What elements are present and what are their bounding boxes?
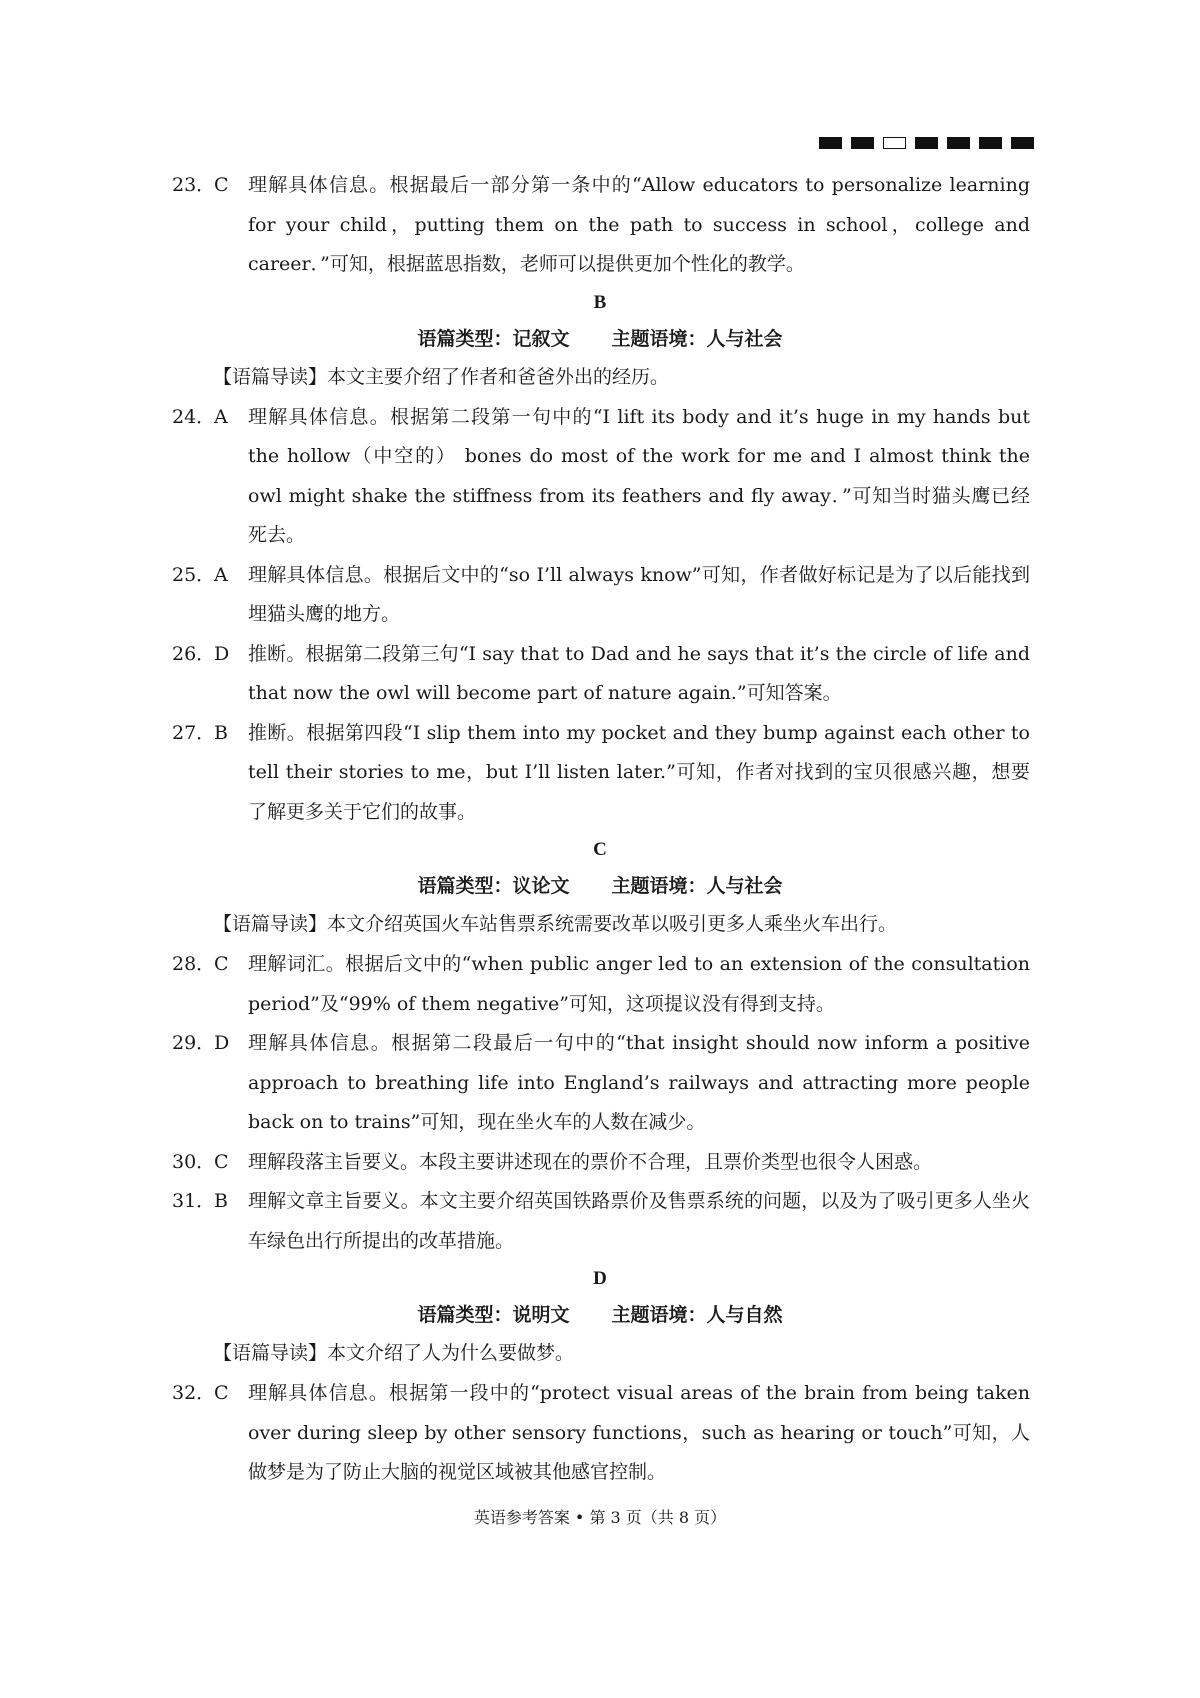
explanation-text: 理解文章主旨要义。本文主要介绍英国铁路票价及售票系统的问题，以及为了吸引更多人坐火车绿色出行所提出的改革措施。 bbox=[248, 1190, 1030, 1252]
answer-letter: B bbox=[214, 721, 228, 744]
header-square-filled bbox=[819, 137, 842, 149]
answer-item bbox=[172, 1143, 1030, 1183]
passage-guide: 【语篇导读】本文介绍了人为什么要做梦。 bbox=[213, 1342, 575, 1364]
explanation-text: 理解具体信息。根据第一段中的“protect visual areas of the brain from being taken over during sleep by other sensory functions，such as hearing or touch”可知，人做梦是为了防止大脑的视觉区域被其他感官控制。 bbox=[248, 1382, 1030, 1483]
header-square-filled bbox=[915, 137, 938, 149]
answer-item bbox=[172, 398, 1030, 556]
question-number: 27． bbox=[172, 721, 216, 744]
answer-item bbox=[172, 945, 1030, 1024]
explanation-text: 理解词汇。根据后文中的“when public anger led to an extension of the consultation period”及“99% of them negative”可知，这项提议没有得到支持。 bbox=[248, 953, 1030, 1015]
passage-type-line bbox=[0, 1297, 1200, 1333]
explanation-text: 理解具体信息。根据第二段最后一句中的“that insight should now inform a positive approach to breathing life into England’s railways and attracting more people back on to trains”可知，现在坐火车的人数在减少。 bbox=[248, 1032, 1030, 1133]
answer-letter: A bbox=[214, 405, 228, 428]
passage-guide: 【语篇导读】本文介绍英国火车站售票系统需要改革以吸引更多人乘坐火车出行。 bbox=[213, 913, 898, 935]
header-square-filled bbox=[979, 137, 1002, 149]
explanation-text: 理解段落主旨要义。本段主要讲述现在的票价不合理，且票价类型也很令人困惑。 bbox=[248, 1150, 933, 1173]
question-number: 28． bbox=[172, 953, 216, 975]
answer-item bbox=[172, 1182, 1030, 1261]
answer-letter: C bbox=[214, 174, 229, 196]
answer-letter: C bbox=[214, 1150, 229, 1173]
header-square-filled bbox=[851, 137, 874, 149]
answer-item bbox=[172, 714, 1030, 833]
explanation-text: 理解具体信息。根据最后一部分第一条中的“Allow educators to personalize learning for your child，putting them on the path to success in school，college and career．”可知，根据蓝思指数，老师可以提供更加个性化的教学。 bbox=[248, 174, 1030, 275]
question-number: 26． bbox=[172, 642, 216, 665]
answer-letter: C bbox=[214, 1382, 229, 1404]
answer-item bbox=[172, 635, 1030, 714]
question-number: 29． bbox=[172, 1032, 216, 1054]
passage-guide: 【语篇导读】本文主要介绍了作者和爸爸外出的经历。 bbox=[213, 365, 670, 388]
theme-context: 主题语境：人与社会 bbox=[611, 327, 783, 350]
header-marks bbox=[819, 137, 1034, 149]
explanation-text: 推断。根据第二段第三句“I say that to Dad and he says that it’s the circle of life and that now the owl will become part of nature again.”可知答案。 bbox=[248, 642, 1030, 704]
passage-type-line bbox=[0, 321, 1200, 357]
explanation-text: 理解具体信息。根据后文中的“so I’ll always know”可知，作者做好标记是为了以后能找到埋猫头鹰的地方。 bbox=[248, 563, 1030, 625]
header-square-filled bbox=[1011, 137, 1034, 149]
header-square-filled bbox=[947, 137, 970, 149]
answer-letter: B bbox=[214, 1190, 228, 1212]
answer-item bbox=[172, 1374, 1030, 1493]
explanation-text: 理解具体信息。根据第二段第一句中的“I lift its body and it’s huge in my hands but the hollow（中空的） bones do most of the work for me and I almost think the owl might shake the stiffness from its feathers and fly away．”可知当时猫头鹰已经死去。 bbox=[248, 405, 1030, 546]
passage-type: 语篇类型：说明文 bbox=[417, 1304, 570, 1326]
explanation-text: 推断。根据第四段“I slip them into my pocket and they bump against each other to tell their stories to me，but I’ll listen later.”可知，作者对找到的宝贝很感兴趣，想要了解更多关于它们的故事。 bbox=[248, 721, 1030, 823]
page-footer: 英语参考答案 • 第 3 页（共 8 页） bbox=[473, 1508, 727, 1527]
passage-type-line bbox=[0, 868, 1200, 904]
passage-type: 语篇类型：记叙文 bbox=[417, 327, 570, 350]
answer-letter: A bbox=[214, 563, 228, 586]
question-number: 24． bbox=[172, 405, 216, 428]
question-number: 23． bbox=[172, 174, 216, 196]
theme-context: 主题语境：人与社会 bbox=[611, 875, 783, 897]
passage-type: 语篇类型：议论文 bbox=[417, 875, 570, 897]
header-square-hollow bbox=[883, 137, 906, 149]
answer-item bbox=[172, 1024, 1030, 1143]
question-number: 25． bbox=[172, 563, 216, 586]
theme-context: 主题语境：人与自然 bbox=[611, 1304, 783, 1326]
answer-item bbox=[172, 166, 1030, 285]
answer-content bbox=[0, 166, 1200, 1493]
answer-letter: D bbox=[214, 642, 230, 665]
answer-letter: D bbox=[214, 1032, 230, 1054]
answer-letter: C bbox=[214, 953, 229, 975]
section-heading: D bbox=[593, 1268, 607, 1289]
answer-item bbox=[172, 556, 1030, 635]
section-heading: B bbox=[593, 291, 607, 313]
question-number: 30． bbox=[172, 1150, 216, 1173]
section-heading: C bbox=[593, 839, 607, 860]
question-number: 32． bbox=[172, 1382, 216, 1404]
question-number: 31． bbox=[172, 1190, 216, 1212]
